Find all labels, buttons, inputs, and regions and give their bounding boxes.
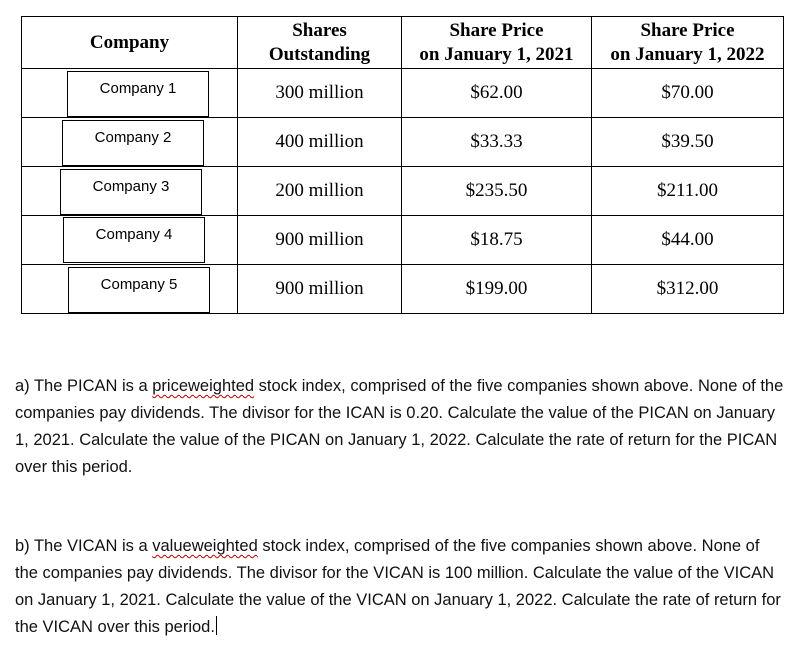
table-row	[22, 167, 784, 216]
shares-cell: 300 million	[238, 69, 402, 118]
header-shares-outstanding	[238, 17, 402, 69]
company-cell	[22, 216, 238, 265]
table-row	[22, 118, 784, 167]
company-name-box: Company 3	[60, 169, 202, 215]
price-2022-cell: $70.00	[592, 69, 784, 118]
header-price-2021	[402, 17, 592, 69]
table-row	[22, 265, 784, 314]
price-2022-cell: $39.50	[592, 118, 784, 167]
shares-cell: 200 million	[238, 167, 402, 216]
question-b-text-start: b) The VICAN is a	[15, 537, 153, 555]
table-row	[22, 216, 784, 265]
company-cell	[22, 118, 238, 167]
price-2021-cell: $18.75	[402, 216, 592, 265]
stock-table-container	[21, 16, 783, 314]
header-price-2022	[592, 17, 784, 69]
text-cursor	[216, 616, 217, 635]
shares-cell: 400 million	[238, 118, 402, 167]
price-2021-cell: $33.33	[402, 118, 592, 167]
shares-cell: 900 million	[238, 265, 402, 314]
question-a-text-start: a) The PICAN is a	[15, 377, 153, 395]
question-b-paragraph[interactable]	[15, 533, 785, 641]
company-cell	[22, 265, 238, 314]
price-2021-cell: $235.50	[402, 167, 592, 216]
question-a-text-end: stock index, comprised of the five companies shown above. None of the companies pay dividends. The divisor for the ICAN is 0.20. Calculate the value of the PICAN on January 1, 2021. Calculate the value of the PICAN on January 1, 2022. Calculate the rate of return for the PICAN over this period.	[15, 377, 784, 476]
price-2021-cell: $199.00	[402, 265, 592, 314]
company-cell	[22, 69, 238, 118]
price-2022-cell: $312.00	[592, 265, 784, 314]
header-price-2022-line2: on January 1, 2022	[610, 43, 765, 65]
table-row	[22, 69, 784, 118]
table-header-row	[22, 17, 784, 69]
header-shares-line2: Outstanding	[268, 43, 371, 65]
shares-cell: 900 million	[238, 216, 402, 265]
price-2021-cell: $62.00	[402, 69, 592, 118]
price-2022-cell: $211.00	[592, 167, 784, 216]
company-name-box: Company 2	[62, 120, 204, 166]
company-name-box: Company 1	[67, 71, 209, 117]
company-cell	[22, 167, 238, 216]
spellcheck-flagged-word[interactable]: valueweighted	[152, 537, 258, 555]
price-2022-cell: $44.00	[592, 216, 784, 265]
company-name-box: Company 5	[68, 267, 210, 313]
stock-table	[21, 16, 784, 314]
header-price-2022-line1: Share Price	[640, 19, 735, 41]
header-price-2021-line2: on January 1, 2021	[419, 43, 574, 65]
spellcheck-flagged-word[interactable]: priceweighted	[152, 377, 255, 395]
header-shares-line1: Shares	[292, 19, 347, 41]
question-b-text-end: stock index, comprised of the five companies shown above. None of the companies pay dividends. The divisor for the VICAN is 100 million. Calculate the value of the VICAN on January 1, 2021. Calculate the value of the VICAN on January 1, 2022. Calculate the rate of return for the VICAN over this period.	[15, 537, 781, 636]
question-a-paragraph[interactable]	[15, 373, 785, 481]
company-name-box: Company 4	[63, 217, 205, 263]
header-company: Company	[22, 17, 238, 69]
header-price-2021-line1: Share Price	[449, 19, 544, 41]
